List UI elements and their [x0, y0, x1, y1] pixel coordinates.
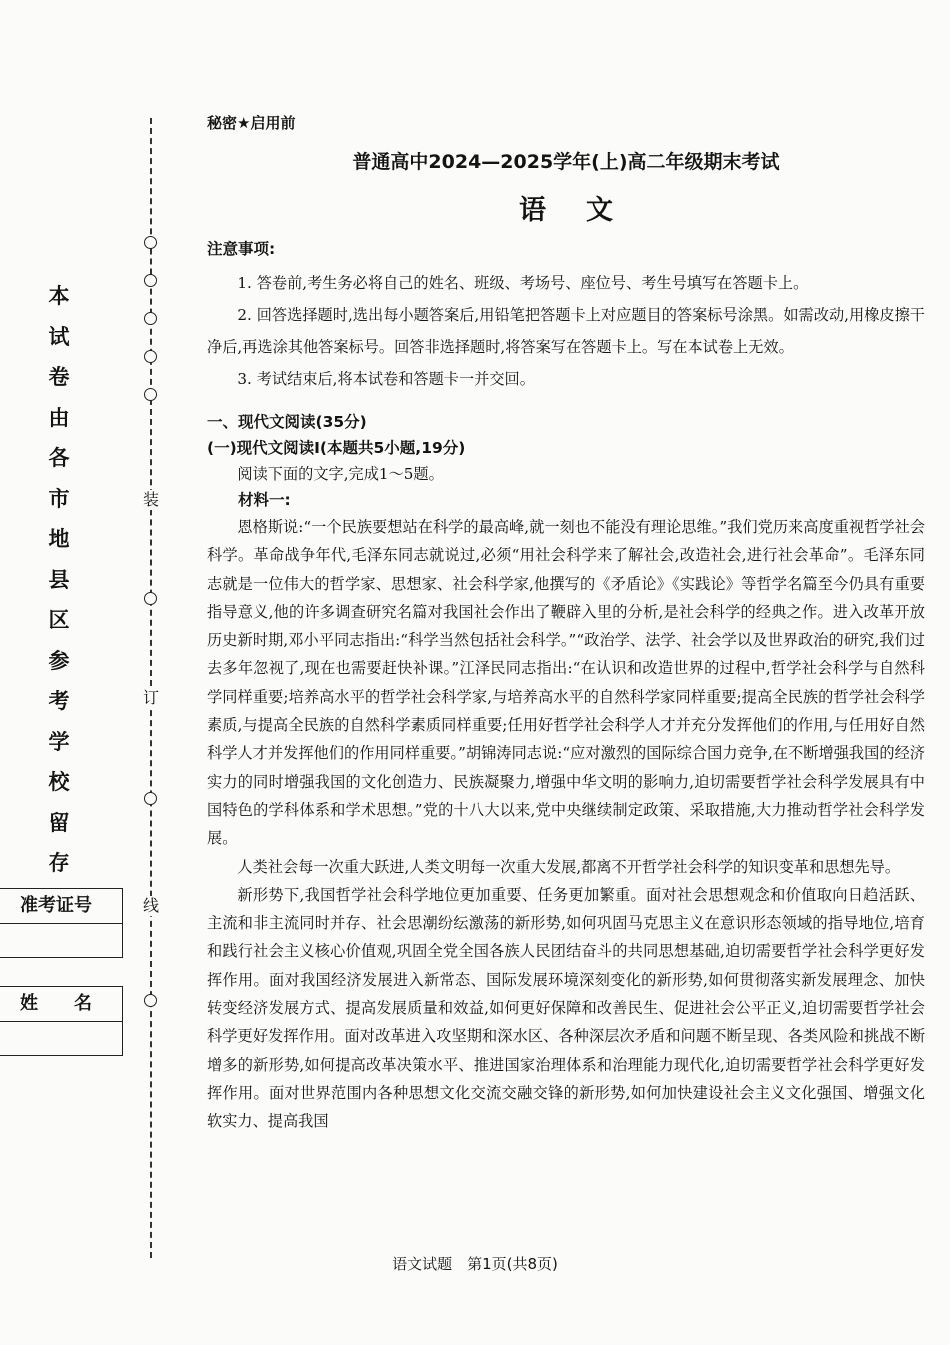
instructions-heading: 注意事项: — [207, 240, 276, 258]
passage-paragraph: 人类社会每一次重大跃进,人类文明每一次重大发展,都离不开哲学社会科学的知识变革和思想先导。 — [237, 857, 901, 876]
section-title: 一、现代文阅读(35分) — [207, 413, 367, 431]
instruction-item: 1. 答卷前,考生务必将自己的姓名、班级、考场号、座位号、考生号填写在答题卡上。 — [237, 274, 809, 292]
exam-title: 普通高中2024—2025学年(上)高二年级期末考试 — [352, 151, 780, 173]
page-footer: 语文试题 第1页(共8页) — [392, 1255, 558, 1273]
instruction-item: 2. 回答选择题时,选出每小题答案后,用铅笔把答题卡上对应题目的答案标号涂黑。如需改动,用橡皮擦干净后,再选涂其他答案标号。回答非选择题时,将答案写在答题卡上。写在本试卷上无效。 — [207, 306, 925, 356]
binding-hole-icon — [144, 994, 157, 1007]
binding-mark-xian: 线 — [142, 896, 159, 915]
binding-hole-icon — [144, 312, 157, 325]
name-blank[interactable] — [0, 1022, 122, 1055]
passage-paragraph: 恩格斯说:“一个民族要想站在科学的最高峰,就一刻也不能没有理论思维。”我们党历来高度重视哲学社会科学。革命战争年代,毛泽东同志就说过,必须“用社会科学来了解社会,改造社会,进行社会革命”。毛泽东同志就是一位伟大的哲学家、思想家、社会科学家,他撰写的《矛盾论》《实践论》等哲学名篇至今仍具有重要指导意义,他的许多调查研究名篇对我国社会作出了鞭辟入里的分析,是社会科学的经典之作。进入改革开放历史新时期,邓小平同志指出:“科学当然包括社会科学。”“政治学、法学、社会学以及世界政治的研究,我们过去多年忽视了,现在也需要赶快补课。”江泽民同志指出:“在认识和改造世界的过程中,哲学社会科学与自然科学同样重要;培养高水平的哲学社会科学家,与培养高水平的自然科学家同样重要;提高全民族的哲学社会科学素质,与提高全民族的自然科学素质同样重要;任用好哲学社会科学人才并充分发挥他们的作用,与任用好自然科学人才并发挥他们的作用同样重要。”胡锦涛同志说:“应对激烈的国际综合国力竞争,在不断增强我国的经济实力的同时增强我国的文化创造力、民族凝聚力,增强中华文明的影响力,迫切需要哲学社会科学发展具有中国特色的学科体系和学术思想。”党的十八大以来,党中央继续制定政策、采取措施,大力推动哲学社会科学发展。 — [207, 518, 925, 848]
binding-hole-icon — [144, 236, 157, 249]
binding-hole-icon — [144, 274, 157, 287]
name-box — [0, 986, 123, 1056]
binding-hole-icon — [144, 792, 157, 805]
binding-mark-zhuang: 装 — [142, 490, 159, 509]
passage-paragraph: 新形势下,我国哲学社会科学地位更加重要、任务更加繁重。面对社会思想观念和价值取向日趋活跃、主流和非主流同时并存、社会思潮纷纭激荡的新形势,如何巩固马克思主义在意识形态领域的指导地位,培育和践行社会主义核心价值观,巩固全党全国各族人民团结奋斗的共同思想基础,迫切需要哲学社会科学更好发挥作用。面对我国经济发展进入新常态、国际发展环境深刻变化的新形势,如何贯彻落实新发展理念、加快转变经济发展方式、提高发展质量和效益,如何更好保障和改善民生、促进社会公平正义,迫切需要哲学社会科学更好发挥作用。面对改革进入攻坚期和深水区、各种深层次矛盾和问题不断呈现、各类风险和挑战不断增多的新形势,如何提高改革决策水平、推进国家治理体系和治理能力现代化,迫切需要哲学社会科学更好发挥作用。面对世界范围内各种思想文化交流交融交锋的新形势,如何加快建设社会主义文化强国、增强文化软实力、提高我国 — [207, 885, 925, 1131]
secret-mark: 秘密★启用前 — [207, 114, 296, 132]
binding-hole-icon — [144, 388, 157, 401]
instruction-item: 3. 考试结束后,将本试卷和答题卡一并交回。 — [237, 370, 535, 388]
main-content — [207, 112, 925, 1136]
binding-hole-icon — [144, 350, 157, 363]
binding-hole-icon — [144, 592, 157, 605]
reading-passage — [207, 513, 925, 1136]
margin-notice: 本试卷由各市地县区参考学校留存 — [48, 284, 70, 875]
name-label: 姓 名 — [0, 987, 122, 1022]
exam-id-box — [0, 888, 123, 958]
exam-id-blank[interactable] — [0, 924, 122, 957]
reading-direction: 阅读下面的文字,完成1～5题。 — [237, 465, 444, 483]
exam-id-label: 准考证号 — [0, 889, 122, 924]
subject-title: 语文 — [519, 195, 653, 226]
material-label: 材料一: — [238, 491, 291, 509]
binding-mark-ding: 订 — [142, 688, 159, 707]
section-subtitle: (一)现代文阅读Ⅰ(本题共5小题,19分) — [207, 439, 466, 457]
